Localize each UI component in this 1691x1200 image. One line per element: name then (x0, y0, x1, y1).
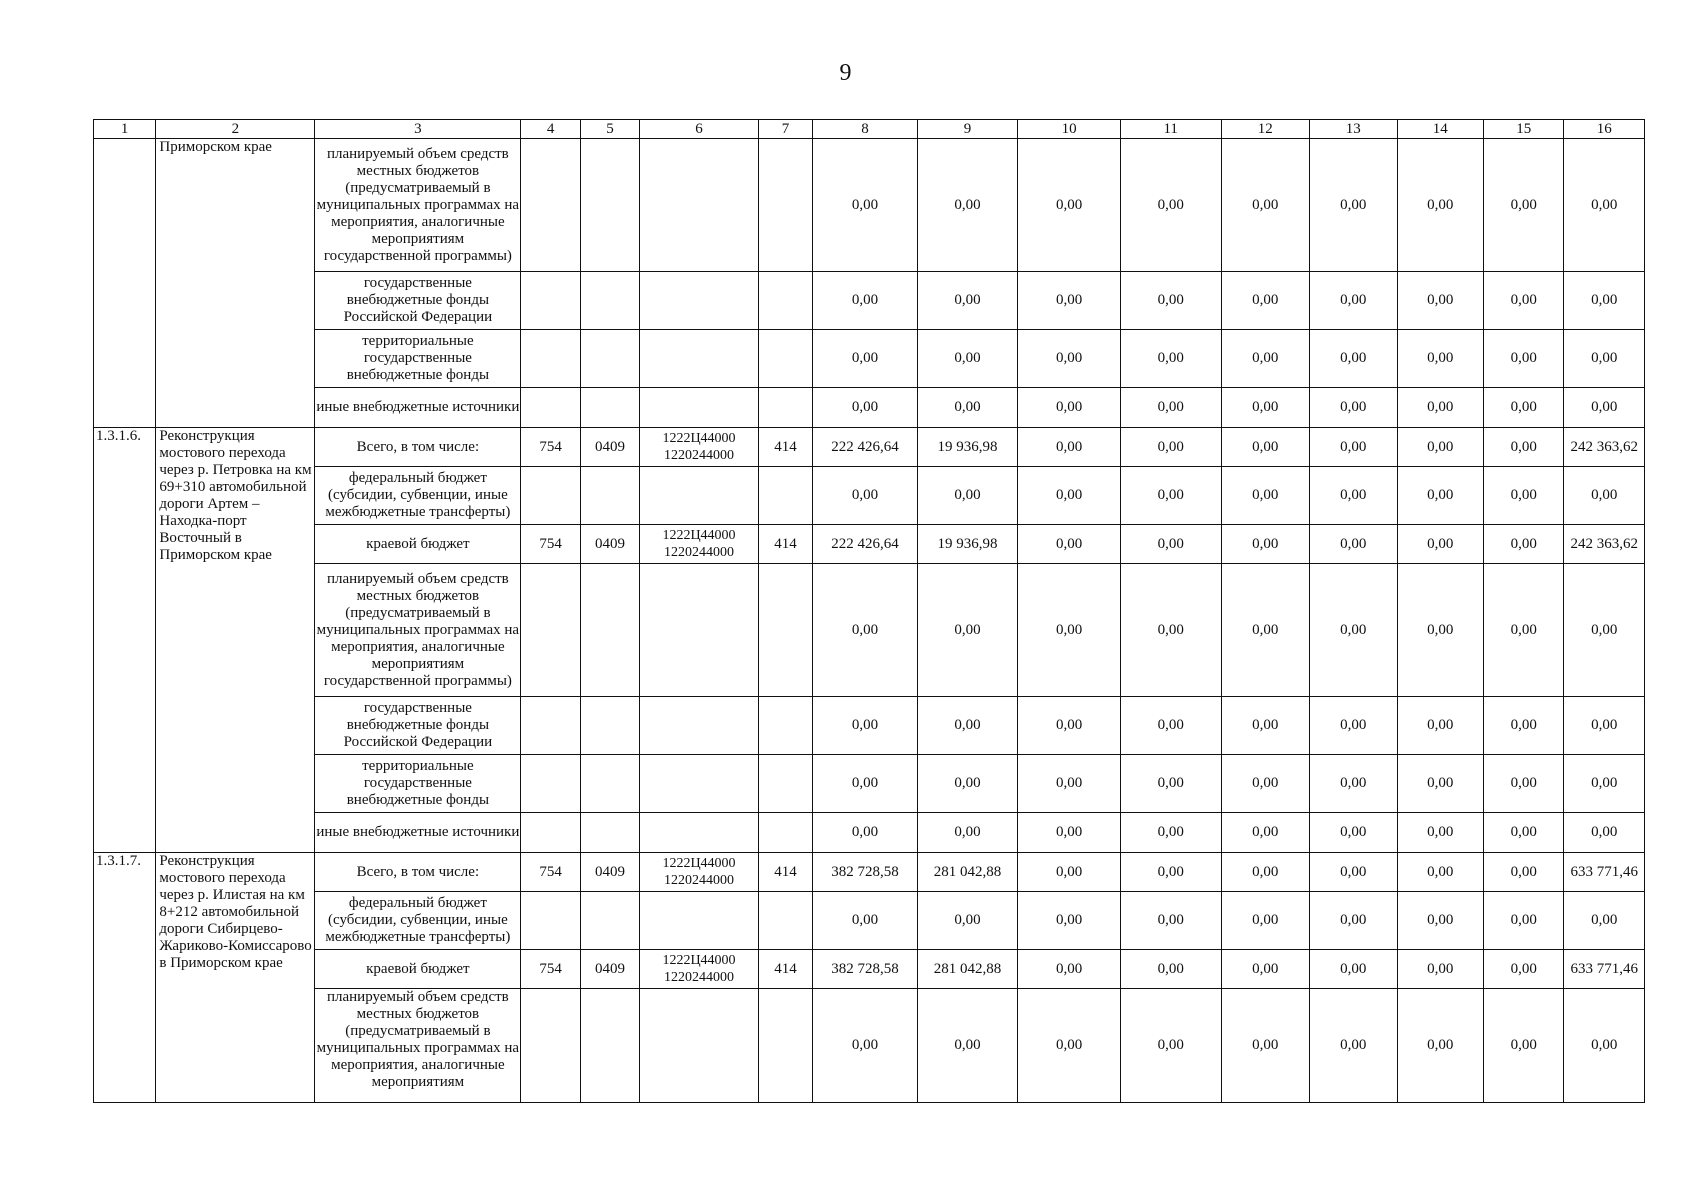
value-cell: 0,00 (1484, 697, 1564, 755)
code-cell: 414 (758, 950, 812, 989)
table-row (94, 564, 1645, 697)
table-row (94, 950, 1645, 989)
value-cell: 0,00 (1120, 813, 1221, 853)
value-cell: 0,00 (1310, 813, 1398, 853)
value-cell: 0,00 (1018, 853, 1121, 892)
value-cell: 0,00 (1397, 755, 1484, 813)
item-number-cell: 1.3.1.6. (94, 428, 156, 853)
column-number: 13 (1310, 120, 1398, 139)
value-cell: 382 728,58 (813, 950, 918, 989)
value-cell: 0,00 (917, 330, 1018, 388)
column-number: 8 (813, 120, 918, 139)
column-number: 4 (521, 120, 580, 139)
code-cell: 0409 (580, 950, 639, 989)
value-cell: 0,00 (1120, 755, 1221, 813)
item-name-cell: Реконструкция мостового перехода через р. Илистая на км 8+212 автомобильной дороги Сибирцево-Жариково-Комиссарово в Приморском крае (156, 853, 315, 1103)
value-cell: 242 363,62 (1564, 428, 1645, 467)
table-row (94, 525, 1645, 564)
value-cell: 0,00 (1310, 853, 1398, 892)
value-cell: 0,00 (1484, 853, 1564, 892)
value-cell: 0,00 (813, 892, 918, 950)
value-cell: 0,00 (1484, 428, 1564, 467)
source-label: территориальные государственные внебюджетные фонды (315, 330, 521, 388)
item-number-cell: 1.3.1.7. (94, 853, 156, 1103)
value-cell: 0,00 (813, 388, 918, 428)
value-cell: 0,00 (1484, 467, 1564, 525)
value-cell: 0,00 (1397, 388, 1484, 428)
source-label: территориальные государственные внебюджетные фонды (315, 755, 521, 813)
value-cell: 0,00 (1018, 813, 1121, 853)
table-row (94, 755, 1645, 813)
value-cell: 0,00 (1564, 467, 1645, 525)
value-cell: 0,00 (1484, 564, 1564, 697)
value-cell: 0,00 (1484, 755, 1564, 813)
value-cell: 222 426,64 (813, 525, 918, 564)
table-row (94, 428, 1645, 467)
code-cell: 1222Ц44000 1220244000 (640, 428, 759, 467)
value-cell: 0,00 (1018, 892, 1121, 950)
value-cell: 0,00 (1484, 272, 1564, 330)
value-cell: 0,00 (1564, 330, 1645, 388)
value-cell: 222 426,64 (813, 428, 918, 467)
code-cell: 754 (521, 525, 580, 564)
value-cell: 0,00 (1221, 853, 1310, 892)
value-cell: 0,00 (917, 467, 1018, 525)
value-cell: 0,00 (1120, 467, 1221, 525)
code-cell: 414 (758, 853, 812, 892)
table-row (94, 467, 1645, 525)
code-cell: 754 (521, 853, 580, 892)
column-number: 5 (580, 120, 639, 139)
value-cell: 0,00 (1310, 428, 1398, 467)
value-cell: 0,00 (1397, 330, 1484, 388)
code-cell: 1222Ц44000 1220244000 (640, 950, 759, 989)
column-number: 14 (1397, 120, 1484, 139)
value-cell: 0,00 (1484, 892, 1564, 950)
value-cell: 0,00 (1018, 330, 1121, 388)
value-cell: 0,00 (1564, 989, 1645, 1103)
value-cell: 0,00 (1221, 330, 1310, 388)
code-cell: 754 (521, 950, 580, 989)
column-number: 9 (917, 120, 1018, 139)
value-cell: 0,00 (917, 755, 1018, 813)
value-cell: 0,00 (1310, 755, 1398, 813)
value-cell: 0,00 (1564, 813, 1645, 853)
source-label: государственные внебюджетные фонды Российской Федерации (315, 272, 521, 330)
value-cell: 0,00 (1120, 564, 1221, 697)
value-cell: 242 363,62 (1564, 525, 1645, 564)
value-cell: 0,00 (1018, 428, 1121, 467)
value-cell: 0,00 (1310, 892, 1398, 950)
value-cell: 0,00 (1310, 467, 1398, 525)
value-cell: 0,00 (1397, 139, 1484, 272)
value-cell: 0,00 (1484, 813, 1564, 853)
value-cell: 0,00 (1564, 697, 1645, 755)
value-cell: 281 042,88 (917, 950, 1018, 989)
value-cell: 0,00 (1018, 697, 1121, 755)
value-cell: 0,00 (1310, 388, 1398, 428)
source-label: иные внебюджетные источники (315, 388, 521, 428)
column-number: 11 (1120, 120, 1221, 139)
value-cell: 0,00 (1120, 892, 1221, 950)
value-cell: 0,00 (1221, 272, 1310, 330)
value-cell: 0,00 (1120, 525, 1221, 564)
value-cell: 0,00 (1018, 950, 1121, 989)
code-cell: 414 (758, 428, 812, 467)
table-row (94, 892, 1645, 950)
value-cell: 0,00 (1120, 989, 1221, 1103)
value-cell: 0,00 (1221, 950, 1310, 989)
source-label: федеральный бюджет (субсидии, субвенции, иные межбюджетные трансферты) (315, 467, 521, 525)
column-number: 6 (640, 120, 759, 139)
value-cell: 0,00 (1221, 388, 1310, 428)
value-cell: 0,00 (1564, 892, 1645, 950)
code-cell: 754 (521, 428, 580, 467)
value-cell: 0,00 (1120, 697, 1221, 755)
value-cell: 0,00 (1120, 139, 1221, 272)
column-number: 1 (94, 120, 156, 139)
value-cell: 0,00 (1221, 467, 1310, 525)
source-label: планируемый объем средств местных бюджетов (предусматриваемый в муниципальных программах на мероприятия, аналогичные мероприятиям (315, 989, 521, 1103)
value-cell: 0,00 (1120, 950, 1221, 989)
value-cell: 382 728,58 (813, 853, 918, 892)
value-cell: 0,00 (1397, 564, 1484, 697)
value-cell: 0,00 (1018, 272, 1121, 330)
column-number-row (94, 120, 1645, 139)
value-cell: 0,00 (1221, 989, 1310, 1103)
source-label: краевой бюджет (315, 525, 521, 564)
value-cell: 0,00 (813, 330, 918, 388)
source-label: Всего, в том числе: (315, 428, 521, 467)
value-cell: 0,00 (1018, 755, 1121, 813)
value-cell: 0,00 (1397, 813, 1484, 853)
source-label: Всего, в том числе: (315, 853, 521, 892)
column-number: 7 (758, 120, 812, 139)
source-label: федеральный бюджет (субсидии, субвенции, иные межбюджетные трансферты) (315, 892, 521, 950)
value-cell: 0,00 (917, 892, 1018, 950)
value-cell: 0,00 (1310, 950, 1398, 989)
value-cell: 0,00 (1484, 525, 1564, 564)
value-cell: 0,00 (917, 697, 1018, 755)
value-cell: 0,00 (813, 467, 918, 525)
item-name-cell: Приморском крае (156, 139, 315, 428)
source-label: планируемый объем средств местных бюджетов (предусматриваемый в муниципальных программах на мероприятия, аналогичные мероприятиям государственной программы) (315, 564, 521, 697)
value-cell: 0,00 (1310, 564, 1398, 697)
value-cell: 633 771,46 (1564, 950, 1645, 989)
table-row (94, 272, 1645, 330)
value-cell: 0,00 (1484, 330, 1564, 388)
table-row (94, 989, 1645, 1103)
value-cell: 0,00 (917, 564, 1018, 697)
value-cell: 0,00 (1018, 525, 1121, 564)
column-number: 2 (156, 120, 315, 139)
value-cell: 0,00 (1397, 892, 1484, 950)
value-cell: 0,00 (1221, 697, 1310, 755)
value-cell: 0,00 (1018, 388, 1121, 428)
value-cell: 19 936,98 (917, 428, 1018, 467)
value-cell: 0,00 (1310, 989, 1398, 1103)
table-row (94, 813, 1645, 853)
source-label: иные внебюджетные источники (315, 813, 521, 853)
value-cell: 0,00 (1564, 755, 1645, 813)
value-cell: 0,00 (1397, 853, 1484, 892)
table-row (94, 330, 1645, 388)
value-cell: 0,00 (1310, 525, 1398, 564)
table-row (94, 697, 1645, 755)
value-cell: 633 771,46 (1564, 853, 1645, 892)
value-cell: 0,00 (1310, 697, 1398, 755)
value-cell: 0,00 (1564, 139, 1645, 272)
source-label: краевой бюджет (315, 950, 521, 989)
value-cell: 0,00 (1221, 139, 1310, 272)
value-cell: 0,00 (1397, 697, 1484, 755)
column-number: 12 (1221, 120, 1310, 139)
value-cell: 0,00 (1221, 428, 1310, 467)
value-cell: 0,00 (1484, 950, 1564, 989)
value-cell: 0,00 (1018, 564, 1121, 697)
value-cell: 0,00 (1564, 564, 1645, 697)
value-cell: 0,00 (1120, 272, 1221, 330)
value-cell: 0,00 (1018, 989, 1121, 1103)
value-cell: 0,00 (813, 989, 918, 1103)
value-cell: 0,00 (1120, 428, 1221, 467)
value-cell: 0,00 (917, 272, 1018, 330)
value-cell: 0,00 (1018, 467, 1121, 525)
item-name-cell: Реконструкция мостового перехода через р. Петровка на км 69+310 автомобильной дороги Артем – Находка-порт Восточный в Приморском крае (156, 428, 315, 853)
value-cell: 0,00 (1221, 525, 1310, 564)
value-cell: 0,00 (1397, 989, 1484, 1103)
value-cell: 0,00 (1018, 139, 1121, 272)
value-cell: 0,00 (1221, 564, 1310, 697)
source-label: планируемый объем средств местных бюджетов (предусматриваемый в муниципальных программах на мероприятия, аналогичные мероприятиям государственной программы) (315, 139, 521, 272)
value-cell: 0,00 (917, 989, 1018, 1103)
value-cell: 0,00 (1310, 139, 1398, 272)
code-cell: 1222Ц44000 1220244000 (640, 853, 759, 892)
code-cell: 414 (758, 525, 812, 564)
value-cell: 0,00 (1397, 467, 1484, 525)
value-cell: 0,00 (1484, 139, 1564, 272)
value-cell: 0,00 (917, 813, 1018, 853)
value-cell: 0,00 (813, 139, 918, 272)
value-cell: 0,00 (813, 272, 918, 330)
value-cell: 0,00 (813, 564, 918, 697)
value-cell: 0,00 (1120, 330, 1221, 388)
table-row (94, 139, 1645, 272)
budget-table (93, 119, 1645, 1103)
value-cell: 0,00 (813, 755, 918, 813)
value-cell: 0,00 (1310, 330, 1398, 388)
code-cell: 1222Ц44000 1220244000 (640, 525, 759, 564)
column-number: 15 (1484, 120, 1564, 139)
value-cell: 0,00 (1221, 755, 1310, 813)
value-cell: 0,00 (1484, 388, 1564, 428)
column-number: 10 (1018, 120, 1121, 139)
code-cell: 0409 (580, 853, 639, 892)
value-cell: 0,00 (917, 139, 1018, 272)
value-cell: 0,00 (1120, 388, 1221, 428)
page-number: 9 (839, 60, 852, 86)
value-cell: 0,00 (1221, 813, 1310, 853)
value-cell: 0,00 (1221, 892, 1310, 950)
value-cell: 0,00 (1564, 388, 1645, 428)
value-cell: 0,00 (1310, 272, 1398, 330)
value-cell: 0,00 (1564, 272, 1645, 330)
value-cell: 0,00 (1397, 272, 1484, 330)
value-cell: 0,00 (1397, 428, 1484, 467)
value-cell: 19 936,98 (917, 525, 1018, 564)
value-cell: 0,00 (813, 813, 918, 853)
value-cell: 0,00 (1484, 989, 1564, 1103)
code-cell: 0409 (580, 525, 639, 564)
table-row (94, 853, 1645, 892)
value-cell: 0,00 (1397, 950, 1484, 989)
column-number: 3 (315, 120, 521, 139)
value-cell: 0,00 (917, 388, 1018, 428)
value-cell: 0,00 (1397, 525, 1484, 564)
column-number: 16 (1564, 120, 1645, 139)
code-cell: 0409 (580, 428, 639, 467)
item-number-cell (94, 139, 156, 428)
value-cell: 0,00 (813, 697, 918, 755)
value-cell: 281 042,88 (917, 853, 1018, 892)
value-cell: 0,00 (1120, 853, 1221, 892)
table-row (94, 388, 1645, 428)
source-label: государственные внебюджетные фонды Российской Федерации (315, 697, 521, 755)
